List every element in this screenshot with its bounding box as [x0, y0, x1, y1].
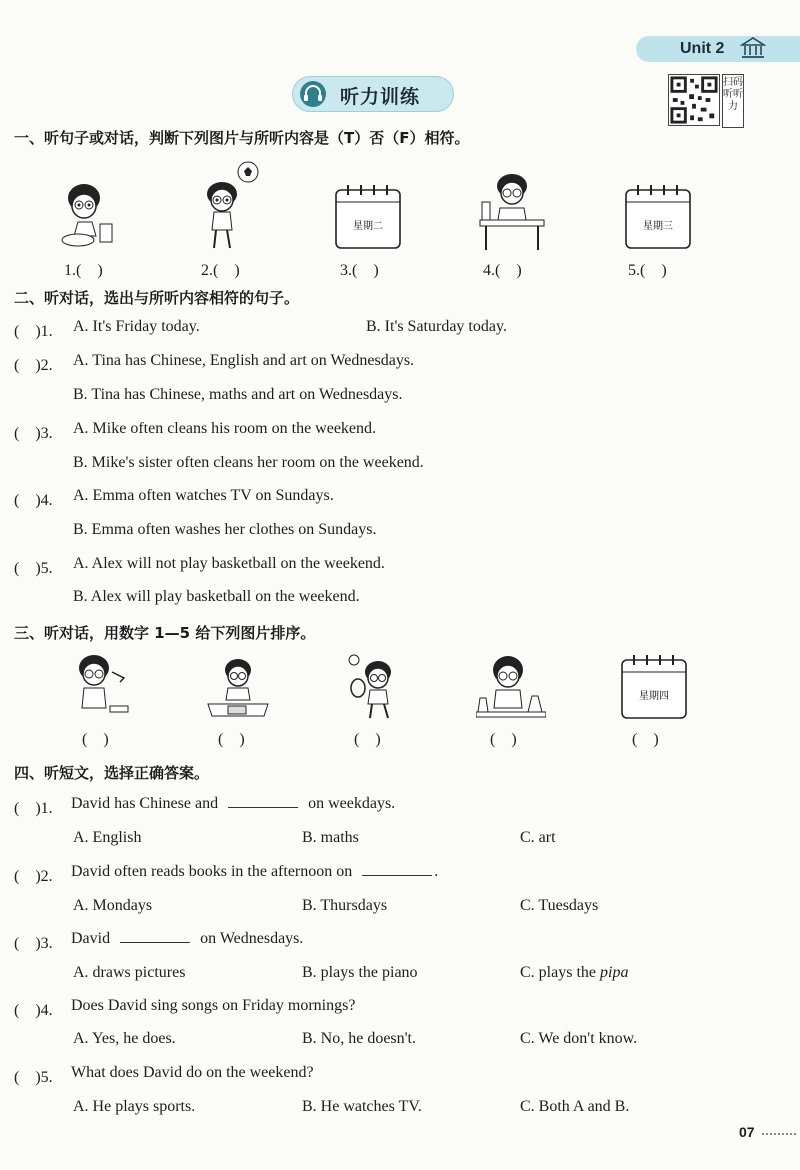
page-number: 07 — [739, 1124, 755, 1140]
s4-q4-option-a: A. Yes, he does. — [73, 1030, 176, 1047]
unit-label: Unit 2 — [680, 40, 725, 57]
s4-q2-option-c: C. Tuesdays — [520, 897, 599, 914]
s4-q1-option-b: B. maths — [302, 829, 359, 846]
s4-q2-question — [71, 863, 438, 881]
order-blank-4[interactable]: ( ) — [490, 731, 517, 748]
answer-blank-2[interactable]: 2.( ) — [201, 262, 240, 279]
s4-q1-question — [71, 795, 395, 813]
girl-badminton-picture — [344, 654, 408, 720]
question-text: on Wednesdays. — [200, 930, 304, 947]
section4-title: 四、听短文，选择正确答案。 — [14, 764, 210, 782]
s4-q5-option-a: A. He plays sports. — [73, 1098, 196, 1115]
s2-q2-option-a: A. Tina has Chinese, English and art on Wednesdays. — [73, 352, 415, 369]
option-italic-text: pipa — [600, 964, 629, 981]
girl-writing-picture — [70, 652, 132, 718]
answer-blank-3[interactable]: 3.( ) — [340, 262, 379, 279]
s2-q4-option-b: B. Emma often washes her clothes on Sundays. — [73, 521, 377, 538]
s2-q1-blank[interactable]: ( )1. — [14, 323, 53, 340]
calendar-wednesday-picture — [624, 184, 692, 250]
calendar-tuesday-picture — [334, 184, 402, 250]
section1-title: 一、听句子或对话，判断下列图片与所听内容是（T）否（F）相符。 — [14, 129, 470, 147]
order-blank-2[interactable]: ( ) — [218, 731, 245, 748]
question-text: on weekdays. — [308, 795, 396, 812]
s4-q5-question: What does David do on the weekend? — [71, 1064, 314, 1081]
answer-blank-1[interactable]: 1.( ) — [64, 262, 103, 279]
boy-washing-picture — [58, 180, 122, 252]
building-icon — [740, 36, 766, 60]
calendar-day-text: 星期四 — [639, 691, 669, 702]
s4-q1-blank[interactable]: ( )1. — [14, 800, 53, 817]
question-text: David often reads books in the afternoon on — [71, 863, 353, 880]
s4-q4-question: Does David sing songs on Friday mornings? — [71, 997, 356, 1014]
s4-q3-blank[interactable]: ( )3. — [14, 935, 53, 952]
calendar-day-text: 星期二 — [353, 221, 383, 232]
answer-blank-4[interactable]: 4.( ) — [483, 262, 522, 279]
s4-q1-option-c: C. art — [520, 829, 556, 846]
s4-q4-option-b: B. No, he doesn't. — [302, 1030, 416, 1047]
s4-q3-option-b: B. plays the piano — [302, 964, 418, 981]
qr-code[interactable] — [668, 74, 720, 126]
page-dots-decoration — [762, 1132, 798, 1136]
s4-q2-blank[interactable]: ( )2. — [14, 868, 53, 885]
fill-blank[interactable] — [362, 875, 432, 876]
girl-drawing-picture — [204, 656, 272, 718]
order-blank-1[interactable]: ( ) — [82, 731, 109, 748]
headphones-icon — [298, 80, 328, 108]
question-text: David has Chinese and — [71, 795, 219, 812]
s4-q3-option-c — [520, 964, 628, 982]
s2-q3-option-b: B. Mike's sister often cleans her room on the weekend. — [73, 454, 424, 471]
s2-q5-blank[interactable]: ( )5. — [14, 560, 53, 577]
section3-title: 三、听对话，用数字 1—5 给下列图片排序。 — [14, 624, 316, 642]
s2-q3-option-a: A. Mike often cleans his room on the weekend. — [73, 420, 377, 437]
s4-q2-option-b: B. Thursdays — [302, 897, 388, 914]
boy-reading-picture — [476, 168, 548, 252]
fill-blank[interactable] — [228, 807, 298, 808]
order-blank-5[interactable]: ( ) — [632, 731, 659, 748]
s4-q4-blank[interactable]: ( )4. — [14, 1002, 53, 1019]
s2-q3-blank[interactable]: ( )3. — [14, 425, 53, 442]
question-text: David — [71, 930, 111, 947]
s4-q5-option-b: B. He watches TV. — [302, 1098, 422, 1115]
s4-q3-option-a: A. draws pictures — [73, 964, 186, 981]
s4-q5-blank[interactable]: ( )5. — [14, 1069, 53, 1086]
banner-title: 听力训练 — [340, 86, 421, 108]
section2-title: 二、听对话，选出与所听内容相符的句子。 — [14, 289, 300, 307]
s2-q5-option-b: B. Alex will play basketball on the weekend. — [73, 588, 360, 605]
s2-q1-option-a: A. It's Friday today. — [73, 318, 200, 335]
calendar-thursday-picture — [620, 654, 688, 720]
answer-blank-5[interactable]: 5.( ) — [628, 262, 667, 279]
fill-blank[interactable] — [120, 942, 190, 943]
girl-science-picture — [476, 652, 546, 720]
s2-q2-option-b: B. Tina has Chinese, maths and art on Wednesdays. — [73, 386, 403, 403]
s2-q1-option-b: B. It's Saturday today. — [366, 318, 507, 335]
s2-q4-option-a: A. Emma often watches TV on Sundays. — [73, 487, 334, 504]
calendar-day-text: 星期三 — [643, 221, 673, 232]
s4-q4-option-c: C. We don't know. — [520, 1030, 638, 1047]
question-text: . — [434, 863, 439, 880]
s4-q3-question — [71, 930, 303, 948]
qr-label: 扫码听听力 — [722, 74, 744, 128]
s4-q5-option-c: C. Both A and B. — [520, 1098, 630, 1115]
boy-football-picture — [196, 160, 262, 252]
s4-q1-option-a: A. English — [73, 829, 142, 846]
s2-q5-option-a: A. Alex will not play basketball on the weekend. — [73, 555, 385, 572]
option-text: C. plays the — [520, 964, 600, 981]
s2-q2-blank[interactable]: ( )2. — [14, 357, 53, 374]
s2-q4-blank[interactable]: ( )4. — [14, 492, 53, 509]
order-blank-3[interactable]: ( ) — [354, 731, 381, 748]
s4-q2-option-a: A. Mondays — [73, 897, 153, 914]
